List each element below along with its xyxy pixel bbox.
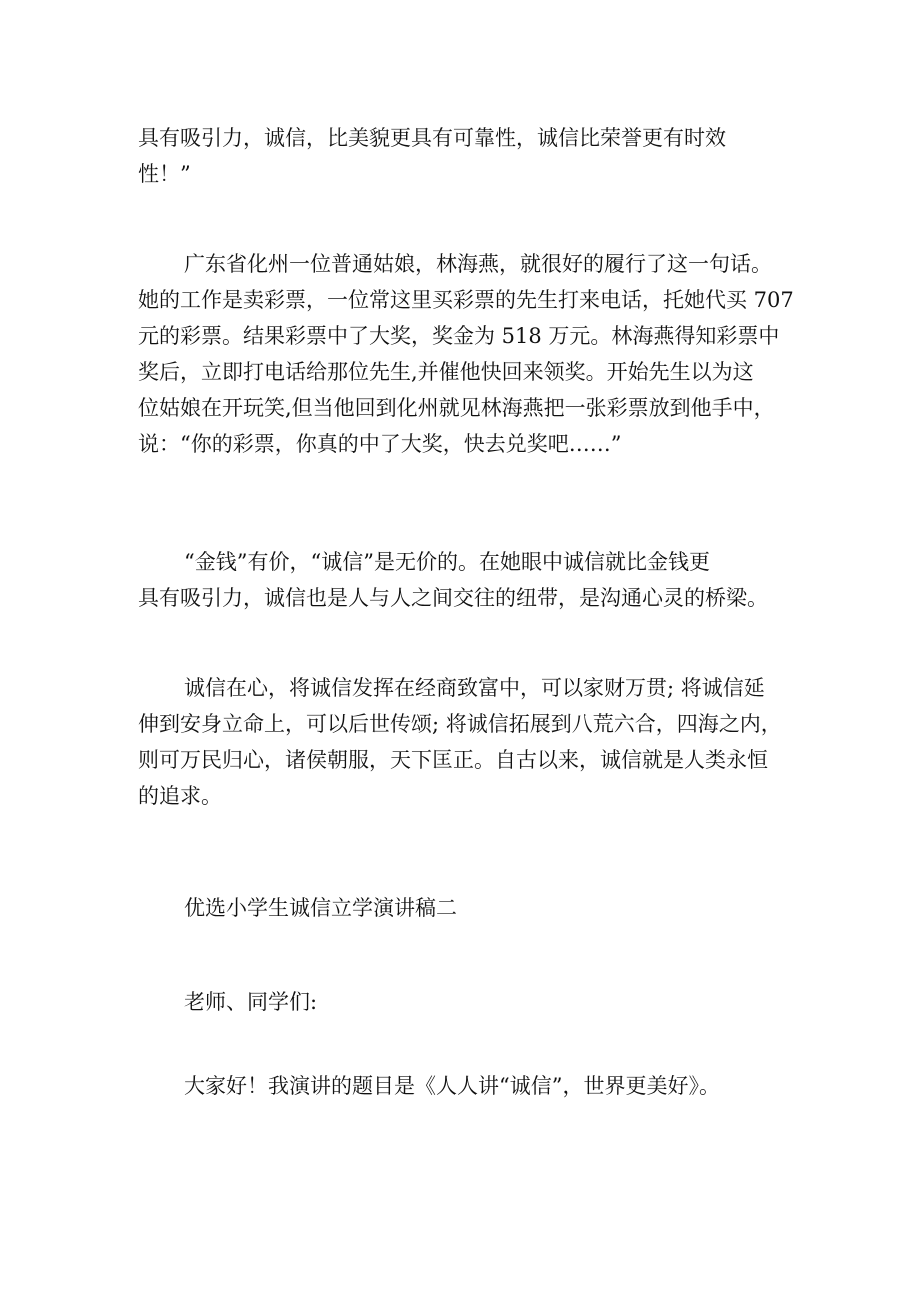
text-line: 奖后，立即打电话给那位先生,并催他快回来领奖。开始先生以为这	[138, 360, 754, 384]
text-line: 则可万民归心，诸侯朝服，天下匡正。自古以来，诚信就是人类永恒	[138, 748, 768, 772]
paragraph-1	[138, 120, 798, 192]
text-line: 性！”	[138, 162, 191, 186]
section-heading	[138, 890, 798, 926]
text-line: “金钱”有价，“诚信”是无价的。在她眼中诚信就比金钱更	[184, 550, 710, 574]
text-line: 具有吸引力，诚信，比美貌更具有可靠性，诚信比荣誉更有时效	[138, 126, 726, 150]
paragraph-3	[138, 544, 798, 616]
text-line: 说：“你的彩票，你真的中了大奖，快去兑奖吧……”	[138, 432, 622, 456]
text-line: 广东省化州一位普通姑娘，林海燕，就很好的履行了这一句话。	[184, 252, 772, 276]
text-line: 元的彩票。结果彩票中了大奖，奖金为 518 万元。林海燕得知彩票中	[138, 324, 780, 348]
greeting-paragraph	[138, 1068, 798, 1104]
paragraph-2	[138, 246, 798, 462]
salutation	[138, 984, 798, 1020]
text-line: 位姑娘在开玩笑,但当他回到化州就见林海燕把一张彩票放到他手中，	[138, 396, 775, 420]
text-line: 的追求。	[138, 784, 222, 808]
text-line: 大家好！我演讲的题目是《人人讲“诚信”，世界更美好》。	[184, 1074, 720, 1098]
paragraph-4	[138, 670, 798, 814]
text-line: 老师、同学们:	[184, 990, 318, 1014]
text-line: 诚信在心，将诚信发挥在经商致富中，可以家财万贯; 将诚信延	[184, 676, 765, 700]
text-line: 具有吸引力，诚信也是人与人之间交往的纽带，是沟通心灵的桥梁。	[138, 586, 768, 610]
text-line: 优选小学生诚信立学演讲稿二	[184, 896, 457, 920]
text-line: 伸到安身立命上，可以后世传颂; 将诚信拓展到八荒六合，四海之内，	[138, 712, 782, 736]
text-line: 她的工作是卖彩票，一位常这里买彩票的先生打来电话，托她代买 707	[138, 288, 794, 312]
